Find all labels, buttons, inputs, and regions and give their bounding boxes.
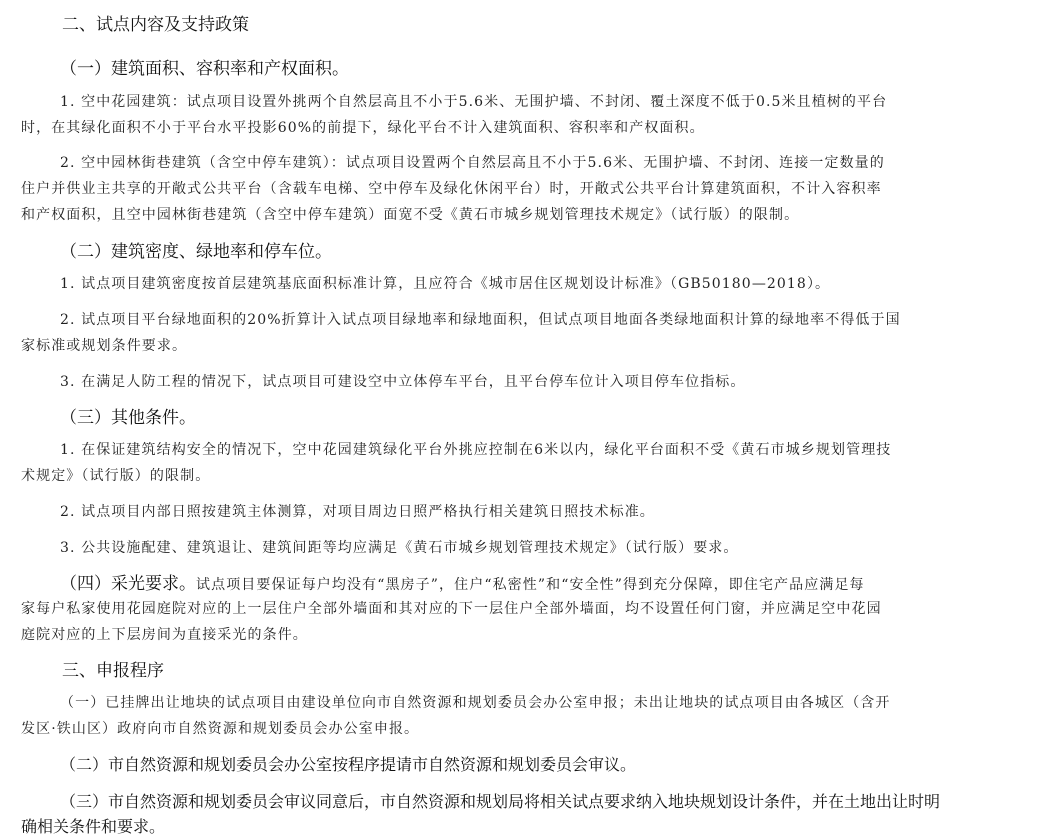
paragraph-line: （三）市自然资源和规划委员会审议同意后，市自然资源和规划局将相关试点要求纳入地块规划设计条件，并在土地出让时明 bbox=[60, 792, 941, 811]
paragraph-line: 2. 试点项目内部日照按建筑主体测算，对项目周边日照严格执行相关建筑日照技术标准。 bbox=[60, 504, 655, 520]
paragraph-line: 2. 空中园林街巷建筑（含空中停车建筑）：试点项目设置两个自然层高且不小于5.6米、无围护墙、不封闭、连接一定数量的 bbox=[60, 155, 885, 171]
paragraph-line bbox=[60, 569, 865, 594]
subsection-heading: （四）采光要求。 bbox=[60, 574, 196, 594]
subsection-heading: （一）建筑面积、容积率和产权面积。 bbox=[60, 59, 349, 79]
paragraph-line: 发区·铁山区）政府向市自然资源和规划委员会办公室申报。 bbox=[21, 721, 420, 737]
paragraph-line: 1. 试点项目建筑密度按首层建筑基底面积标准计算，且应符合《城市居住区规划设计标准》（GB50180—2018）。 bbox=[60, 276, 831, 292]
paragraph-line: 1. 在保证建筑结构安全的情况下，空中花园建筑绿化平台外挑应控制在6米以内，绿化平台面积不受《黄石市城乡规划管理技 bbox=[60, 442, 892, 458]
paragraph-line: （一）已挂牌出让地块的试点项目由建设单位向市自然资源和规划委员会办公室申报；未出让地块的试点项目由各城区（含开 bbox=[60, 695, 891, 711]
paragraph-line: 术规定》（试行版）的限制。 bbox=[21, 468, 211, 484]
section-heading: 二、试点内容及支持政策 bbox=[62, 15, 249, 35]
paragraph-line: 和产权面积，且空中园林街巷建筑（含空中停车建筑）面宽不受《黄石市城乡规划管理技术规定》（试行版）的限制。 bbox=[21, 207, 800, 223]
paragraph-line: 3. 在满足人防工程的情况下，试点项目可建设空中立体停车平台，且平台停车位计入项目停车位指标。 bbox=[60, 374, 746, 390]
section-heading: 三、申报程序 bbox=[62, 661, 164, 681]
paragraph-line: 住户并供业主共享的开敞式公共平台（含载车电梯、空中停车及绿化休闲平台）时，开敞式公共平台计算建筑面积，不计入容积率 bbox=[21, 181, 882, 197]
paragraph-line: 1. 空中花园建筑：试点项目设置外挑两个自然层高且不小于5.6米、无围护墙、不封闭、覆土深度不低于0.5米且植树的平台 bbox=[60, 94, 888, 110]
paragraph-text: 试点项目要保证每户均没有“黑房子”，住户“私密性”和“安全性”得到充分保障，即住宅产品应满足每 bbox=[196, 577, 865, 593]
paragraph-line: 3. 公共设施配建、建筑退让、建筑间距等均应满足《黄石市城乡规划管理技术规定》（试行版）要求。 bbox=[60, 540, 739, 556]
paragraph-line: 家标准或规划条件要求。 bbox=[21, 338, 188, 354]
paragraph-line: 家每户私家使用花园庭院对应的上一层住户全部外墙面和其对应的下一层住户全部外墙面，均不设置任何门窗，并应满足空中花园 bbox=[21, 601, 882, 617]
paragraph-line: 时，在其绿化面积不小于平台水平投影60%的前提下，绿化平台不计入建筑面积、容积率和产权面积。 bbox=[21, 120, 705, 136]
subsection-heading: （三）其他条件。 bbox=[60, 408, 196, 428]
paragraph-line: （二）市自然资源和规划委员会办公室按程序提请市自然资源和规划委员会审议。 bbox=[60, 755, 637, 774]
subsection-heading: （二）建筑密度、绿地率和停车位。 bbox=[60, 242, 332, 262]
paragraph-line: 确相关条件和要求。 bbox=[21, 817, 166, 836]
paragraph-line: 2. 试点项目平台绿地面积的20%折算计入试点项目绿地率和绿地面积，但试点项目地面各类绿地面积计算的绿地率不得低于国 bbox=[60, 312, 901, 328]
paragraph-line: 庭院对应的上下层房间为直接采光的条件。 bbox=[21, 627, 308, 643]
